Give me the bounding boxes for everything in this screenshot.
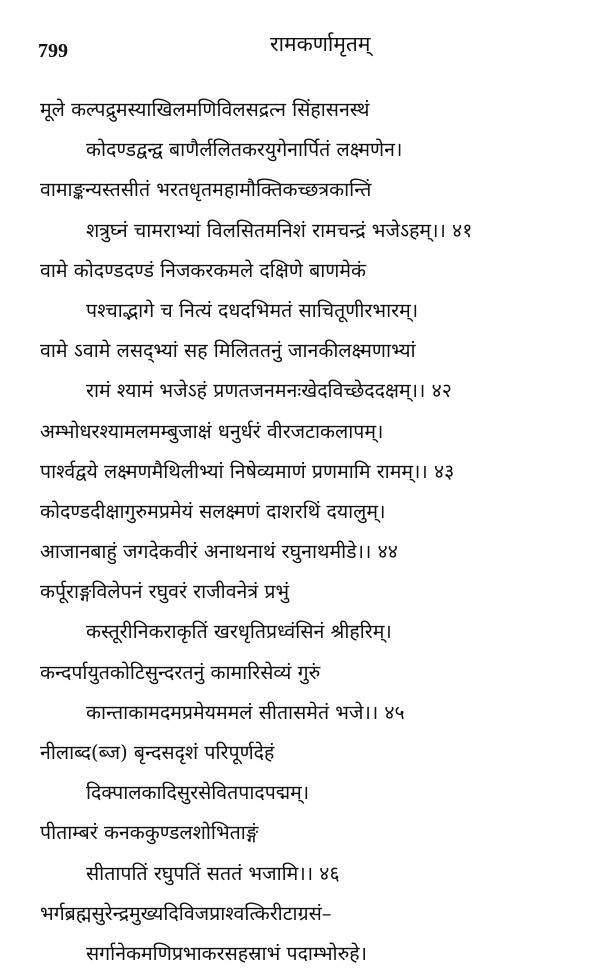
verse-line: पार्श्वद्वये लक्ष्मणमैथिलीभ्यां निषेव्यमाणं प्रणमामि रामम्।। ४३ (40, 459, 455, 483)
verse-line: कोदण्डदीक्षागुरुमप्रमेयं सलक्ष्मणं दाशरथिं दयालुम्। (40, 499, 386, 523)
verse-line: मूले कल्पद्रुमस्याखिलमणिविलसद्रत्न सिंहासनस्थं (40, 98, 370, 121)
page-number: 799 (38, 40, 68, 62)
verse-line: पीताम्बरं कनककुण्डलशोभिताङ्गं (40, 821, 259, 845)
verse-line: सर्गानेकमणिप्रभाकरसहस्राभं पदाम्भोरुहे। (86, 941, 367, 965)
verse-line: अम्भोधरश्यामलमम्बुजाक्षं धनुर्धरं वीरजटाकलापम्। (40, 419, 384, 443)
verse-line: कस्तूरीनिकराकृतिं खरधृतिप्रध्वंसिनं श्रीहरिम्। (86, 620, 392, 644)
verse-line: शत्रुघ्नं चामराभ्यां विलसितमनिशं रामचन्द्रं भजेऽहम्।। ४१ (86, 218, 473, 242)
verse-line: नीलाब्द(ब्ज) बृन्दसदृशं परिपूर्णदेहं (40, 741, 275, 764)
verse-line: कन्दर्पायुतकोटिसुन्दरतनुं कामारिसेव्यं गुरुं (40, 660, 321, 684)
verse-line: रामं श्यामं भजेऽहं प्रणतजनमनःखेदविच्छेददक्षम्।। ४२ (86, 379, 452, 403)
verse-line: वामाङ्कन्यस्तसीतं भरतधृतमहामौक्तिकच्छत्रकान्तिं (40, 178, 372, 202)
verse-line: दिक्पालकादिसुरसेवितपादपद्मम्। (86, 781, 310, 805)
verse-line: भर्गब्रह्मसुरेन्द्रमुख्यदिविजप्राश्वत्किरीटाग्रसं– (40, 901, 332, 925)
verse-line: सीतापतिं रघुपतिं सततं भजामि।। ४६ (86, 861, 340, 885)
verse-line: वामे कोदण्डदण्डं निजकरकमले दक्षिणे बाणमेकं (40, 258, 367, 282)
verse-line: आजानबाहुं जगदेकवीरं अनाथनाथं रघुनाथमीडे।। ४४ (40, 540, 398, 564)
verse-text-block (0, 90, 600, 974)
verse-line: कान्ताकामदमप्रमेयममलं सीतासमेतं भजे।। ४५ (86, 700, 405, 724)
running-title: रामकर्णामृतम् (270, 32, 371, 56)
verse-line: पश्चाद्भागे च नित्यं दधदभिमतं साचितूणीरभारम्। (86, 298, 419, 322)
verse-line: कोदण्डद्वन्द्व बाणैर्ललितकरयुगेनार्पितं लक्ष्मणेन। (86, 138, 403, 162)
verse-line: वामे ऽवामे लसद्भ्यां सह मिलिततनुं जानकीलक्ष्मणाभ्यां (40, 339, 416, 363)
page-header (0, 26, 600, 66)
verse-line: कर्पूराङ्गविलेपनं रघुवरं राजीवनेत्रं प्रभुं (40, 580, 290, 604)
